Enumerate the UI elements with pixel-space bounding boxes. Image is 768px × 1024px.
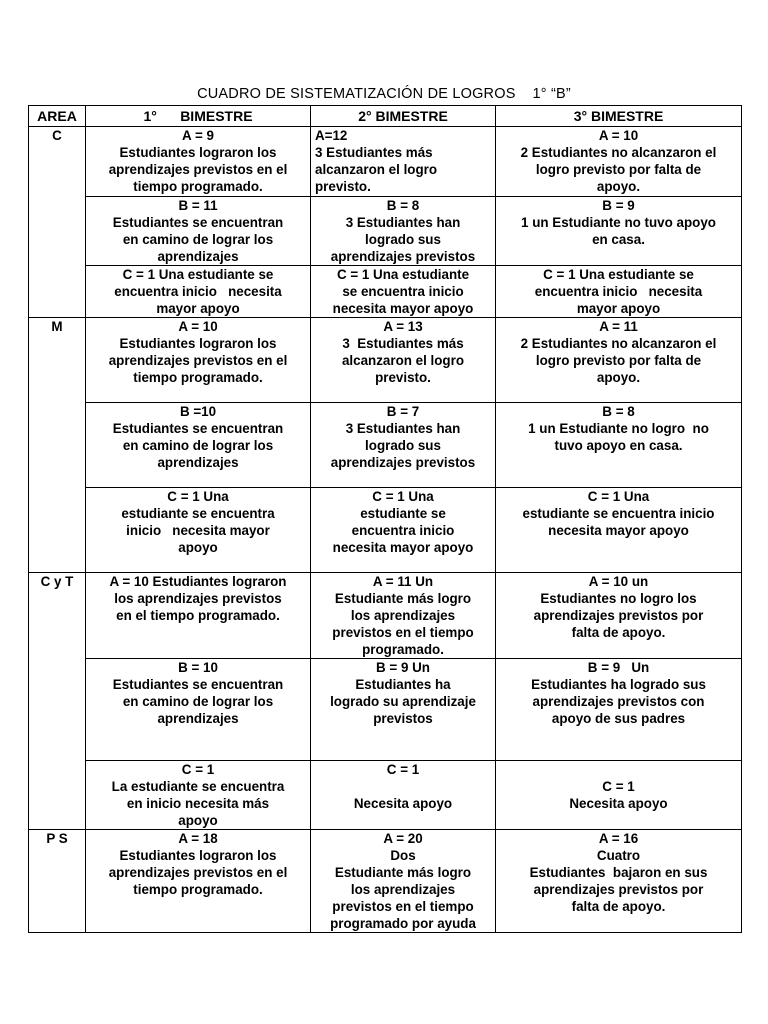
cell-text-line: necesita mayor apoyo [548, 523, 689, 538]
bimestre-1-cell [86, 403, 311, 488]
cell-text-line: C = 1 [181, 762, 215, 777]
header-bimestre-3: 3° BIMESTRE [496, 106, 742, 127]
cell-text-line: logrado sus [365, 438, 441, 453]
cell-text-line: en camino de lograr los [122, 694, 274, 709]
cell-text-line: encuentra inicio necesita [114, 284, 282, 299]
cell-text-line: Estudiante más logro [334, 591, 472, 606]
header-bimestre-2: 2° BIMESTRE [311, 106, 496, 127]
cell-text-line: A = 9 [182, 128, 214, 143]
cell-text-line: logrado su aprendizaje [330, 694, 476, 709]
bimestre-3-cell [496, 403, 742, 488]
document-title: CUADRO DE SISTEMATIZACIÓN DE LOGROS 1° “B” [197, 86, 571, 102]
cell-text-line: programado. [362, 642, 444, 657]
cell-text-line: previstos en el tiempo [332, 625, 474, 640]
table-row [29, 318, 742, 403]
header-row [29, 106, 742, 127]
table-row [29, 573, 742, 659]
cell-text-line: Cuatro [596, 848, 641, 863]
cell-text-line: alcanzaron el logro [315, 162, 438, 177]
cell-text-line: Estudiantes lograron los [119, 848, 277, 863]
table-row [29, 197, 742, 266]
cell-text-line: mayor apoyo [576, 301, 661, 316]
cell-text-line: B = 7 [386, 404, 420, 419]
cell-text-line: Dos [390, 848, 416, 863]
cell-text-line: falta de apoyo. [571, 899, 666, 914]
cell-text-line: en camino de lograr los [122, 438, 274, 453]
cell-text-line: aprendizajes previstos por [533, 882, 704, 897]
cell-text-line: programado por ayuda [330, 916, 476, 931]
cell-text-line: 1 un Estudiante no logro no [528, 421, 709, 436]
bimestre-2-cell [311, 318, 496, 403]
cell-text-line: aprendizajes previstos por [533, 608, 704, 623]
cell-text-line: estudiante se [360, 506, 446, 521]
cell-text-line: estudiante se encuentra inicio [522, 506, 715, 521]
cell-text-line: La estudiante se encuentra [111, 779, 285, 794]
cell-text-line: C = 1 Una estudiante se [122, 267, 274, 282]
bimestre-2-cell [311, 127, 496, 197]
bimestre-3-cell [496, 488, 742, 573]
table-row [29, 127, 742, 197]
cell-text-line: previsto. [375, 370, 431, 385]
cell-text-line: los aprendizajes [350, 608, 456, 623]
cell-text-line: B = 9 Un [376, 660, 430, 675]
bimestre-3-cell [496, 127, 742, 197]
cell-text-line: A = 18 [178, 831, 218, 846]
cell-text-line: A = 10 [598, 128, 639, 143]
bimestre-2-cell [311, 659, 496, 761]
cell-text-line: 3 Estudiantes más [315, 145, 433, 160]
bimestre-3-cell [496, 266, 742, 318]
cell-text-line: previsto. [315, 179, 371, 194]
cell-text-line: C = 1 Una estudiante [336, 267, 470, 282]
bimestre-2-cell [311, 761, 496, 830]
cell-text-line: los aprendizajes previstos [114, 591, 282, 606]
bimestre-3-cell [496, 761, 742, 830]
bimestre-2-cell [311, 403, 496, 488]
cell-text-line: aprendizajes previstos en el [108, 865, 288, 880]
cell-text-line: 2 Estudiantes no alcanzaron el [520, 145, 717, 160]
cell-text-line: Estudiantes bajaron en sus [529, 865, 708, 880]
cell-text-line: en inicio necesita más [126, 796, 270, 811]
bimestre-1-cell [86, 659, 311, 761]
bimestre-3-cell [496, 318, 742, 403]
cell-text-line: Estudiantes ha [355, 677, 451, 692]
cell-text-line: aprendizajes previstos [330, 455, 476, 470]
cell-text-line: Necesita apoyo [353, 796, 453, 811]
cell-text-line: B = 8 [602, 404, 635, 419]
cell-text-line: 3 Estudiantes han [345, 421, 461, 436]
cell-text-line: Estudiantes lograron los [119, 145, 277, 160]
bimestre-1-cell [86, 318, 311, 403]
cell-text-line: Estudiantes se encuentran [112, 215, 284, 230]
cell-text-line: falta de apoyo. [571, 625, 666, 640]
bimestre-1-cell [86, 488, 311, 573]
bimestre-2-cell [311, 573, 496, 659]
cell-text-line: C = 1 Una [587, 489, 650, 504]
cell-text-line: estudiante se encuentra [121, 506, 275, 521]
cell-text-line: logro previsto por falta de [535, 353, 702, 368]
cell-text-line: B = 9 Un [587, 660, 650, 675]
table-row [29, 659, 742, 761]
cell-text-line: tiempo programado. [133, 370, 263, 385]
cell-text-line: A = 10 Estudiantes lograron [109, 574, 287, 589]
cell-text-line: logro previsto por falta de [535, 162, 702, 177]
cell-text-line: aprendizajes previstos en el [108, 162, 288, 177]
table-row [29, 830, 742, 933]
cell-text-line: B = 10 [178, 660, 218, 675]
bimestre-2-cell [311, 197, 496, 266]
cell-text-line: A = 11 [599, 319, 638, 334]
cell-text-line: A = 16 [598, 831, 639, 846]
cell-text-line: en el tiempo programado. [116, 608, 280, 623]
cell-text-line: aprendizajes previstos en el [108, 353, 288, 368]
bimestre-2-cell [311, 266, 496, 318]
cell-text-line: necesita mayor apoyo [332, 540, 474, 555]
cell-text-line: B =10 [179, 404, 217, 419]
cell-text-line: B = 8 [386, 198, 420, 213]
cell-text-line: A = 10 [178, 319, 218, 334]
header-bimestre-1: 1° BIMESTRE [86, 106, 311, 127]
bimestre-1-cell [86, 127, 311, 197]
cell-text-line: tiempo programado. [133, 882, 263, 897]
area-cell: C y T [29, 573, 86, 830]
header-area: AREA [29, 106, 86, 127]
cell-text-line: mayor apoyo [156, 301, 240, 316]
cell-text-line: C = 1 Una estudiante se [543, 267, 694, 282]
cell-text-line: alcanzaron el logro [341, 353, 465, 368]
cell-text-line: inicio necesita mayor [126, 523, 270, 538]
cell-text-line: A = 10 un [588, 574, 649, 589]
area-cell: P S [29, 830, 86, 933]
cell-text-line: A=12 [315, 128, 348, 143]
bimestre-1-cell [86, 266, 311, 318]
bimestre-2-cell [311, 488, 496, 573]
cell-text-line: apoyo. [596, 370, 641, 385]
cell-text-line: 1 un Estudiante no tuvo apoyo [521, 215, 716, 230]
cell-text-line: C = 1 Una [167, 489, 229, 504]
bimestre-2-cell [311, 830, 496, 933]
cell-text-line: 3 Estudiantes más [342, 336, 464, 351]
table-row [29, 761, 742, 830]
area-cell: M [29, 318, 86, 573]
cell-text-line: necesita mayor apoyo [332, 301, 474, 316]
cell-text-line: aprendizajes [157, 455, 239, 470]
cell-text-line: encuentra inicio necesita [534, 284, 703, 299]
cell-text-line: A = 13 [383, 319, 423, 334]
cell-text-line: tiempo programado. [133, 179, 263, 194]
cell-text-line: C = 1 [602, 779, 635, 794]
cell-text-line: C = 1 Una [372, 489, 434, 504]
bimestre-1-cell [86, 830, 311, 933]
bimestre-1-cell [86, 573, 311, 659]
cell-text-line: Estudiantes ha logrado sus [531, 677, 706, 692]
cell-text-line: aprendizajes previstos con [532, 694, 705, 709]
cell-text-line: en camino de lograr los [122, 232, 274, 247]
cell-text-line: apoyo [178, 540, 218, 555]
cell-text-line: previstos [373, 711, 433, 726]
cell-text-line: apoyo de sus padres [551, 711, 686, 726]
bimestre-1-cell [86, 197, 311, 266]
cell-text-line [500, 761, 737, 778]
cell-text-line: los aprendizajes [350, 882, 456, 897]
area-cell: C [29, 127, 86, 318]
cell-text-line: Estudiantes lograron los [119, 336, 277, 351]
cell-text-line: B = 11 [178, 198, 218, 213]
cell-text-line: en casa. [592, 232, 645, 247]
cell-text-line: aprendizajes previstos [330, 249, 476, 264]
cell-text-line [315, 778, 491, 795]
cell-text-line: Estudiantes no logro los [540, 591, 697, 606]
cell-text-line: previstos en el tiempo [332, 899, 474, 914]
cell-text-line: B = 9 [602, 198, 635, 213]
cell-text-line: 3 Estudiantes han [345, 215, 461, 230]
cell-text-line: C = 1 [386, 762, 420, 777]
cell-text-line: encuentra inicio [351, 523, 455, 538]
logros-table [28, 105, 742, 933]
cell-text-line: aprendizajes [157, 711, 239, 726]
cell-text-line: Estudiantes se encuentran [112, 421, 284, 436]
bimestre-3-cell [496, 197, 742, 266]
cell-text-line: A = 11 Un [372, 574, 434, 589]
table-row [29, 266, 742, 318]
cell-text-line: 2 Estudiantes no alcanzaron el [520, 336, 717, 351]
table-row [29, 403, 742, 488]
bimestre-3-cell [496, 659, 742, 761]
bimestre-1-cell [86, 761, 311, 830]
cell-text-line: apoyo. [596, 179, 641, 194]
bimestre-3-cell [496, 573, 742, 659]
cell-text-line: se encuentra inicio [342, 284, 464, 299]
cell-text-line: logrado sus [365, 232, 441, 247]
cell-text-line: Necesita apoyo [569, 796, 668, 811]
cell-text-line: Estudiante más logro [334, 865, 472, 880]
cell-text-line: A = 20 [383, 831, 423, 846]
bimestre-3-cell [496, 830, 742, 933]
cell-text-line: tuvo apoyo en casa. [554, 438, 683, 453]
table-row [29, 488, 742, 573]
cell-text-line: Estudiantes se encuentran [112, 677, 284, 692]
cell-text-line: aprendizajes [157, 249, 239, 264]
cell-text-line: apoyo [178, 813, 218, 828]
